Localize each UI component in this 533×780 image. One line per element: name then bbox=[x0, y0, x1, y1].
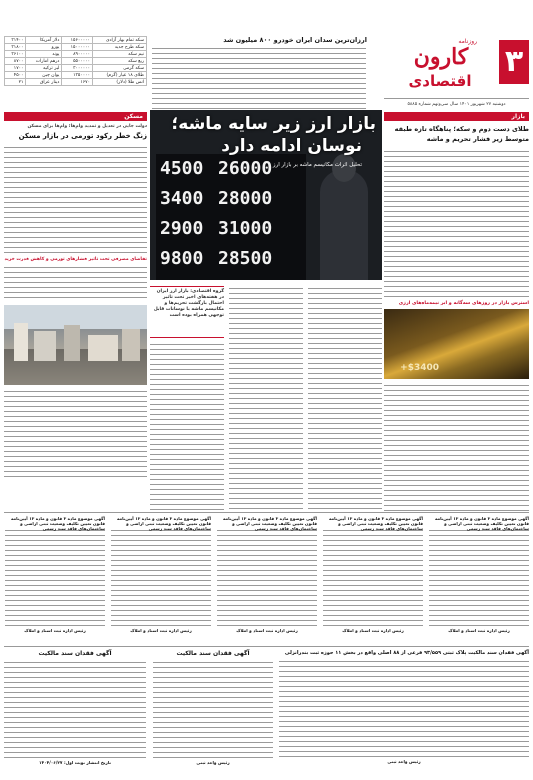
maskan-headline: زنگ خطر رکود تورمی در بازار مسکن bbox=[18, 132, 147, 140]
lead-story bbox=[150, 110, 382, 512]
notice-left: آگهی فقدان سند مالکیت تاریخ انتشار نوبت اول: ۱۴۰۴/۰۶/۲۷ bbox=[4, 650, 146, 776]
top-news-headline: ارزان‌ترین سدان ایران خودرو ۸۰۰ میلیون شد bbox=[223, 36, 367, 44]
maskan-kicker: دولت جایی در تعدیل و تمدید وام‌ها؛ وام‌ها برای مسکن bbox=[27, 124, 147, 129]
logo-small: روزنامه bbox=[458, 38, 477, 45]
logo: کارون bbox=[413, 44, 469, 70]
notice-col-4: آگهی موضوع ماده ۳ قانون و ماده ۱۳ آیین‌نامه قانون تعیین تکلیف وضعیت ثبتی اراضی و ساختمان‌های فاقد سند رسمی رئیس اداره ثبت اسناد و املاک bbox=[111, 516, 211, 642]
gold-price-overlay: $3400+ bbox=[400, 363, 439, 373]
masthead bbox=[384, 36, 529, 122]
top-news bbox=[152, 36, 367, 118]
notices-row-2 bbox=[4, 650, 529, 776]
bazaar-label: بازار bbox=[384, 112, 529, 121]
date-line: دوشنبه ۲۷ شهریور ۱۴۰۱ سال سی‌ونهم شماره ۵۸۸۵ bbox=[407, 102, 506, 107]
maskan-label: مسکن bbox=[4, 112, 147, 121]
notice-right-headline: آگهی فقدان سند مالکیت پلاک ثبتی ۹۳/۵۵۹ فرعی از ۸۸ اصلی واقع در بخش ۱۱ حوزه ثبت بندرانزلی bbox=[284, 650, 529, 656]
price-table bbox=[4, 36, 147, 104]
person-silhouette bbox=[320, 170, 368, 280]
bazaar-text-2 bbox=[384, 383, 529, 511]
notice-col-2: آگهی موضوع ماده ۳ قانون و ماده ۱۳ آیین‌نامه قانون تعیین تکلیف وضعیت ثبتی اراضی و ساختمان‌های فاقد سند رسمی رئیس اداره ثبت اسناد و املاک bbox=[323, 516, 423, 642]
lead-subhead: تحلیل اثرات مکانیسم ماشه بر بازار ارز bbox=[272, 162, 362, 168]
person-head bbox=[332, 154, 356, 182]
divider bbox=[384, 98, 529, 99]
maskan-section bbox=[4, 112, 147, 512]
price-row: نیم سکه ۸۹۰۰۰۰۰ پوند ۳۶۱۰۰ bbox=[5, 51, 147, 58]
notice-left-headline: آگهی فقدان سند مالکیت bbox=[38, 650, 112, 657]
maskan-text bbox=[4, 145, 147, 255]
gold-bar-image bbox=[384, 309, 529, 379]
notice-col-5: آگهی موضوع ماده ۳ قانون و ماده ۱۳ آیین‌نامه قانون تعیین تکلیف وضعیت ثبتی اراضی و ساختمان‌های فاقد سند رسمی رئیس اداره ثبت اسناد و املاک bbox=[5, 516, 105, 642]
bazaar-section bbox=[384, 112, 529, 512]
lead-col-1 bbox=[308, 286, 382, 512]
price-row: انس طلا (دلار) ۱۶۷۰ دینار عراق ۲۱ bbox=[5, 79, 147, 86]
maskan-text-3 bbox=[4, 389, 147, 477]
lead-col-2 bbox=[229, 286, 303, 512]
price-row: ربع سکه ۵۵۰۰۰۰۰ درهم امارات ۸۷۰۰ bbox=[5, 58, 147, 65]
section-title: اقتصادی bbox=[408, 72, 472, 90]
price-grid bbox=[4, 36, 147, 86]
lead-col-3 bbox=[150, 342, 224, 512]
page-number: ۳ bbox=[499, 40, 529, 84]
lead-headline-2: نوسان ادامه دارد bbox=[221, 136, 362, 156]
lead-headline-1: بازار ارز زیر سایه ماشه؛ bbox=[171, 114, 376, 134]
bazaar-headline-2: متوسط زیر فشار تحریم و ماشه bbox=[426, 135, 529, 143]
notice-mid-headline: آگهی فقدان سند مالکیت bbox=[176, 650, 250, 657]
price-row: سکه تمام بهار آزادی ۱۵۶۰۰۰۰۰ دلار آمریکا ۳۱۴۰۰ bbox=[5, 37, 147, 44]
bazaar-headline-1: طلای دست دوم و سکه؛ پناهگاه تازه طبقه bbox=[394, 125, 529, 133]
price-row: سکه گرمی ۳۰۰۰۰۰۰ لیر ترکیه ۱۷۰۰ bbox=[5, 65, 147, 72]
notice-col-1: آگهی موضوع ماده ۳ قانون و ماده ۱۳ آیین‌نامه قانون تعیین تکلیف وضعیت ثبتی اراضی و ساختمان‌های فاقد سند رسمی رئیس اداره ثبت اسناد و املاک bbox=[429, 516, 529, 642]
notices-row-1 bbox=[4, 516, 529, 642]
lead-quote: گروه اقتصادی: بازار ارز ایران در هفته‌های اخیر تحت تاثیر احتمال بازگشت تحریم‌ها و مکانیسم ماشه با نوسانات قابل توجهی همراه بوده است bbox=[150, 286, 224, 338]
top-news-text bbox=[152, 46, 366, 116]
notice-right: آگهی فقدان سند مالکیت پلاک ثبتی ۹۳/۵۵۹ فرعی از ۸۸ اصلی واقع در بخش ۱۱ حوزه ثبت بندرانزلی رئیس واحد ثبتی bbox=[279, 650, 529, 776]
notice-col-3: آگهی موضوع ماده ۳ قانون و ماده ۱۳ آیین‌نامه قانون تعیین تکلیف وضعیت ثبتی اراضی و ساختمان‌های فاقد سند رسمی رئیس اداره ثبت اسناد و املاک bbox=[217, 516, 317, 642]
maskan-text-2 bbox=[4, 265, 147, 301]
price-row: طلای ۱۸ عیار (گرم) ۱۳۵۰۰۰۰ یوان چین ۴۵۰۰ bbox=[5, 72, 147, 79]
notice-mid: آگهی فقدان سند مالکیت رئیس واحد ثبتی bbox=[153, 650, 273, 776]
exchange-board: 4500 26000 3400 28000 2900 31000 9800 28500 bbox=[156, 154, 306, 280]
price-row: سکه طرح جدید ۱۵۰۰۰۰۰۰ یورو ۳۱۸۰۰ bbox=[5, 44, 147, 51]
city-photo bbox=[4, 305, 147, 385]
ads-divider bbox=[4, 512, 529, 513]
bazaar-caption: استرس بازار در روزهای سه‌گانه و ابر نیمه‌ماه‌های ارزی bbox=[398, 301, 529, 306]
maskan-pull: تقاضای مصرفی تحت تاثیر فشارهای تورمی و کاهش قدرت خرید bbox=[4, 257, 147, 262]
bazaar-text bbox=[384, 149, 529, 299]
ads-divider-2 bbox=[4, 646, 529, 647]
